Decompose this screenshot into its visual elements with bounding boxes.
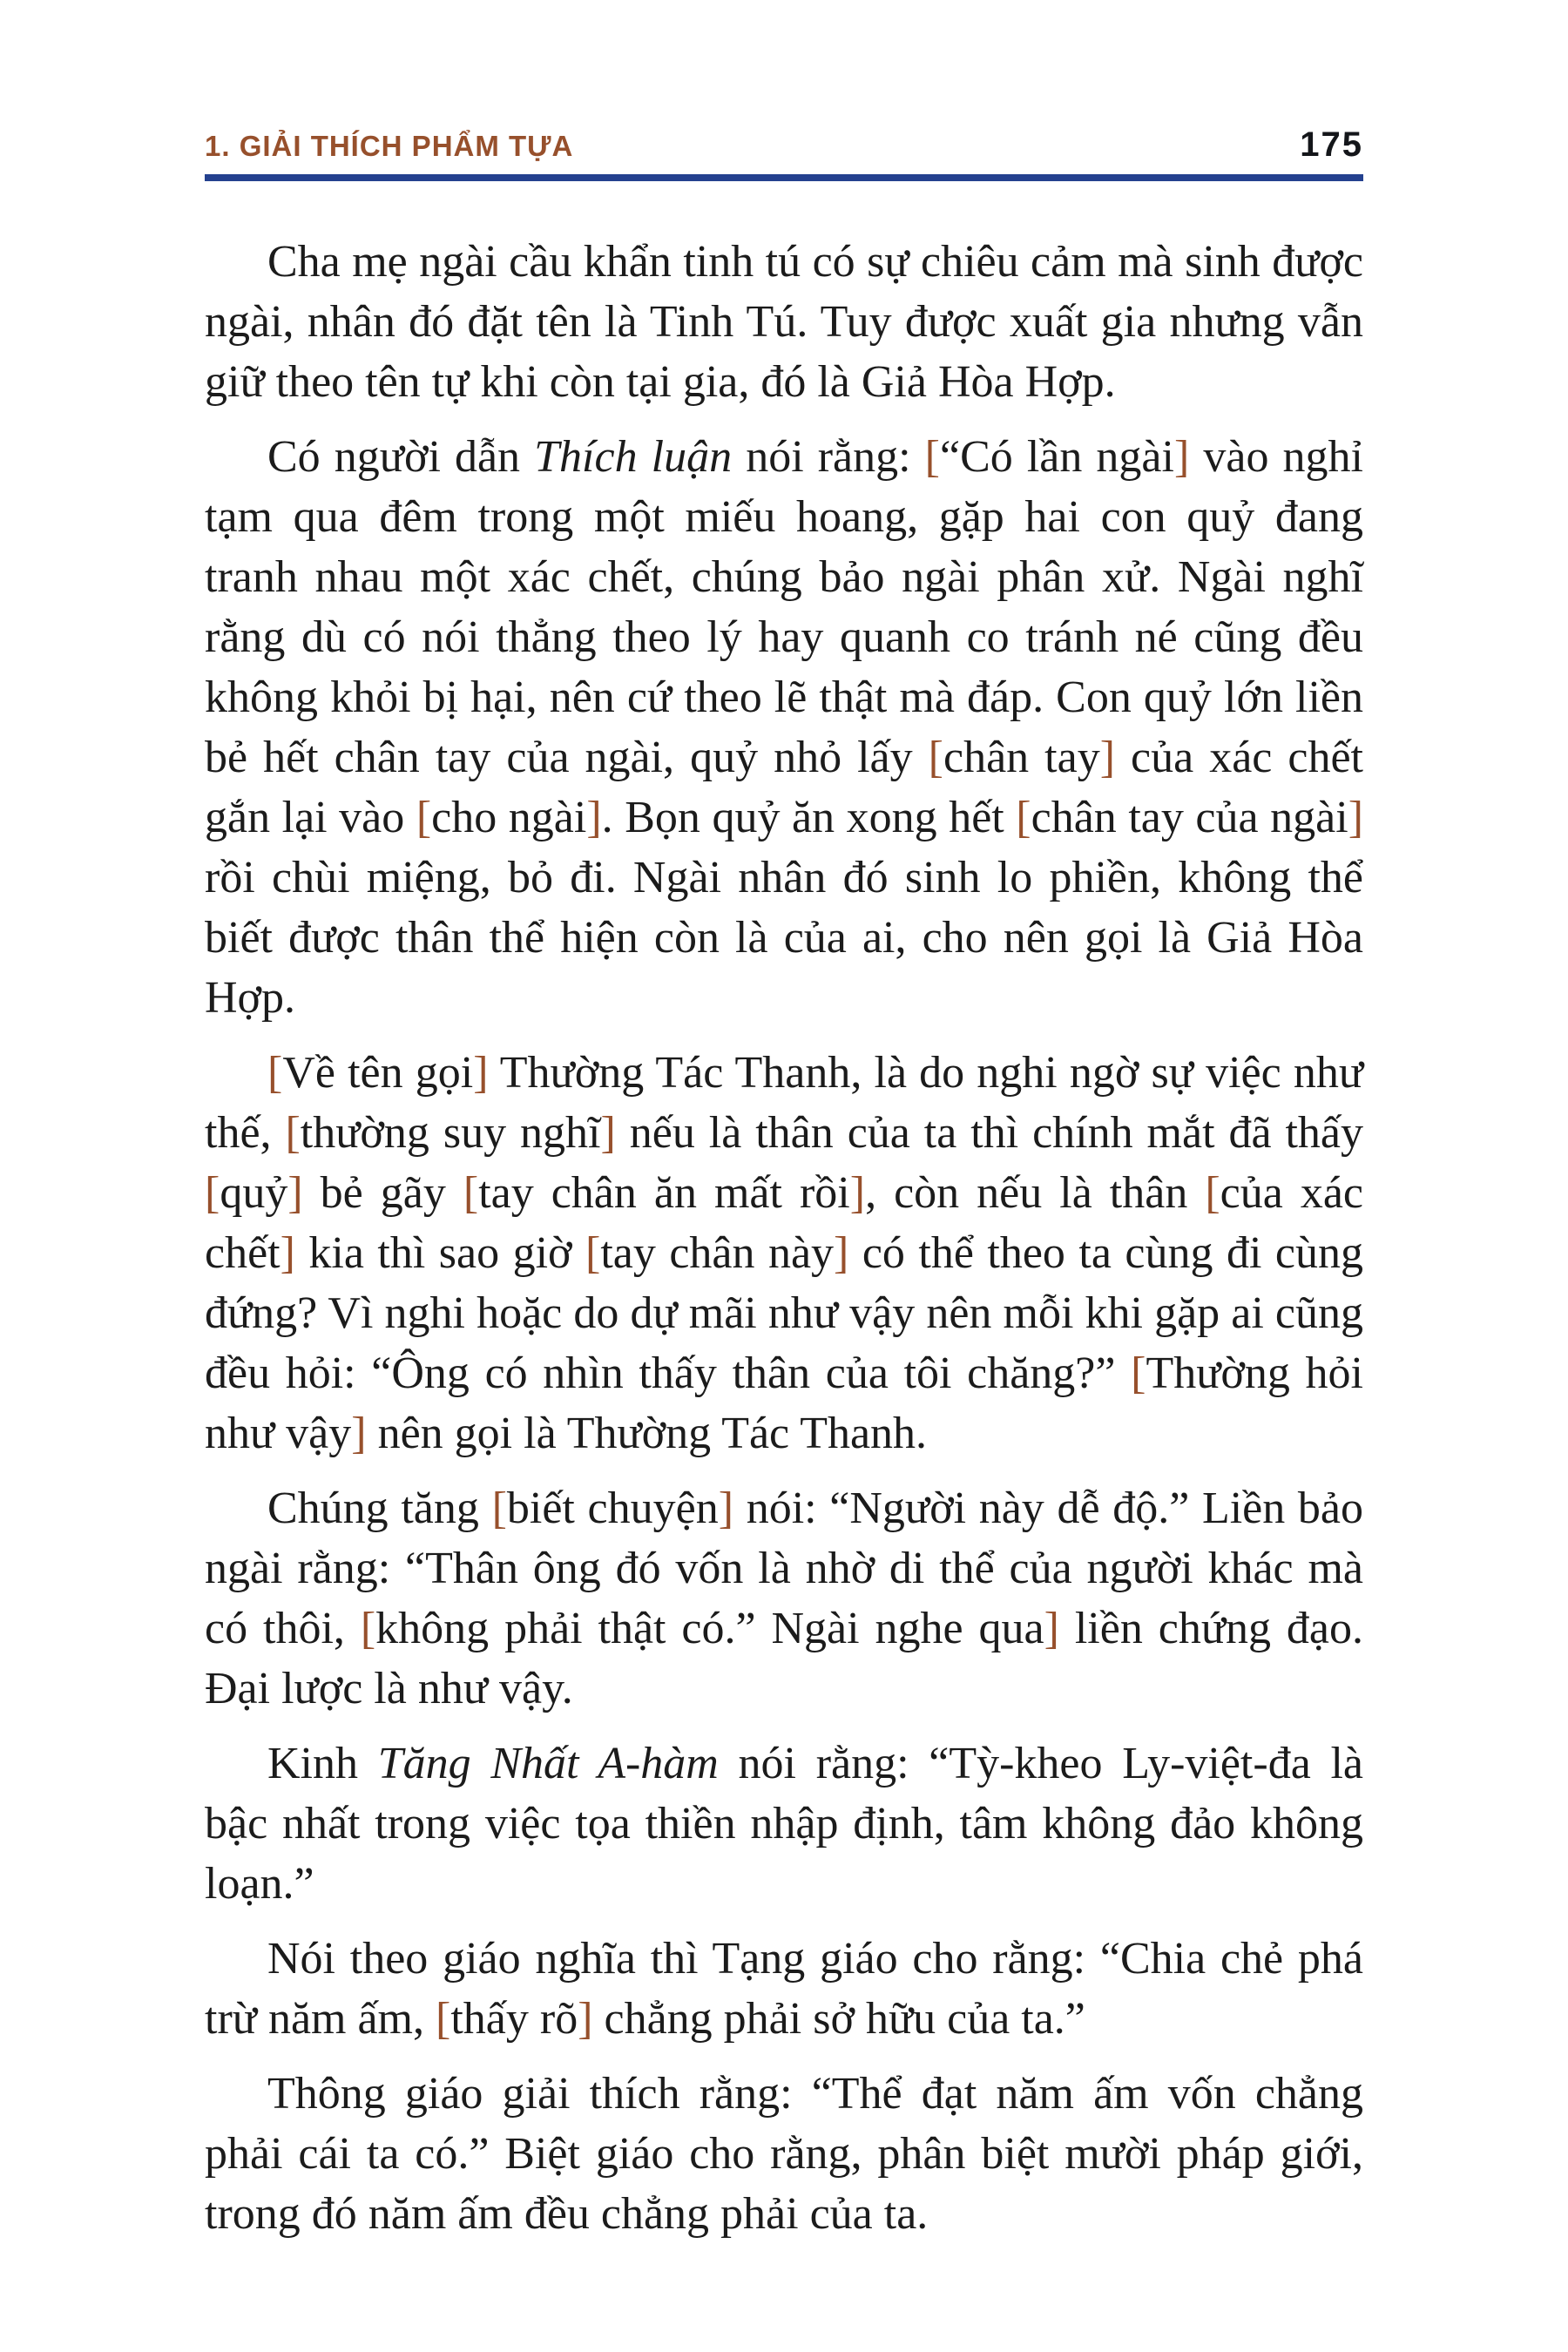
bracket-mark: [ (463, 1168, 479, 1218)
text-segment: tay chân ăn mất rồi (478, 1168, 850, 1218)
text-segment: vào nghỉ tạm qua đêm trong một miếu hoang, gặp hai con quỷ đang tranh nhau một xác chết, chúng bảo ngài phân xử. Ngài nghĩ rằng dù có nói thẳng theo lý hay quanh co tránh né cũng đều không khỏi bị hại, nên cứ theo lẽ thật mà đáp. Con quỷ lớn liền bẻ hết chân tay của ngài, quỷ nhỏ lấy (205, 432, 1363, 782)
text-segment: . Bọn quỷ ăn xong hết (601, 793, 1017, 842)
paragraph (205, 232, 1363, 412)
bracket-mark: ] (280, 1228, 295, 1278)
paragraph (205, 1043, 1363, 1463)
bracket-mark: [ (1131, 1348, 1146, 1398)
bracket-mark: [ (205, 1168, 220, 1218)
text-segment: nói rằng: (732, 432, 925, 482)
body-paragraphs (205, 232, 1363, 2244)
header-rule (205, 174, 1363, 181)
text-segment: không phải thật có.” Ngài nghe qua (375, 1604, 1044, 1653)
text-segment: biết chuyện (506, 1484, 719, 1533)
bracket-mark: ] (351, 1409, 367, 1458)
bracket-mark: ] (1348, 793, 1364, 842)
text-segment: thấy rõ (450, 1994, 578, 2044)
bracket-mark: ] (849, 1168, 866, 1218)
page-header (205, 127, 1363, 181)
bracket-mark: [ (416, 793, 432, 842)
text-segment: kia thì sao giờ (294, 1228, 585, 1278)
text-segment: quỷ (220, 1168, 288, 1218)
text-segment: của xác chết gắn lại vào (205, 733, 1363, 842)
bracket-mark: ] (600, 1108, 616, 1158)
text-segment: Cha mẹ ngài cầu khẩn tinh tú có sự chiêu cảm mà sinh được ngài, nhân đó đặt tên là Tinh Tú. Tuy được xuất gia nhưng vẫn giữ theo tên tự khi còn tại gia, đó là Giả Hòa Hợp. (205, 237, 1363, 407)
text-segment: Về tên gọi (282, 1048, 474, 1098)
text-segment: nói rằng: “Tỳ-kheo Ly-việt-đa là bậc nhất trong việc tọa thiền nhập định, tâm không đảo không loạn.” (205, 1739, 1364, 1909)
text-segment: , còn nếu là thân (865, 1168, 1206, 1218)
text-segment: có thể theo ta cùng đi cùng đứng? Vì nghi hoặc do dự mãi như vậy nên mỗi khi gặp ai cũng đều hỏi: “Ông có nhìn thấy thân của tôi chăng?” (205, 1228, 1363, 1398)
bracket-mark: ] (473, 1048, 489, 1098)
bracket-mark: ] (1099, 733, 1116, 782)
text-segment: chân tay của ngài (1031, 793, 1348, 842)
bracket-mark: ] (834, 1228, 849, 1278)
text-segment: bẻ gãy (302, 1168, 463, 1218)
paragraph (205, 2064, 1363, 2244)
bracket-mark: [ (285, 1108, 301, 1158)
text-segment: liền chứng đạo. Đại lược là như vậy. (205, 1604, 1364, 1713)
bracket-mark: [ (436, 1994, 451, 2044)
text-segment: Có người dẫn (267, 432, 535, 482)
text-segment: nên gọi là Thường Tác Thanh. (366, 1409, 928, 1458)
section-title: 1. GIẢI THÍCH PHẨM TỰA (205, 130, 574, 162)
text-segment: Chúng tăng (267, 1484, 492, 1533)
page-number: 175 (1300, 125, 1363, 164)
text-segment: Thường Tác Thanh, là do nghi ngờ sự việc như thế, (205, 1048, 1364, 1158)
text-segment: Kinh (267, 1739, 378, 1788)
bracket-mark: [ (491, 1484, 507, 1533)
bracket-mark: ] (586, 793, 602, 842)
bracket-mark: ] (287, 1168, 303, 1218)
text-segment: nói: “Người này dễ độ.” Liền bảo ngài rằng: “Thân ông đó vốn là nhờ di thể của người khác mà có thôi, (205, 1484, 1363, 1653)
paragraph (205, 1478, 1363, 1719)
text-segment: chẳng phải sở hữu của ta.” (592, 1994, 1085, 2044)
text-segment: Thông giáo giải thích rằng: “Thể đạt năm ấm vốn chẳng phải cái ta có.” Biệt giáo cho rằng, phân biệt mười pháp giới, trong đó năm ấm đều chẳng phải của ta. (205, 2069, 1363, 2239)
paragraph (205, 427, 1363, 1028)
bracket-mark: [ (1016, 793, 1031, 842)
text-segment: tay chân này (600, 1228, 835, 1278)
paragraph (205, 1734, 1363, 1914)
bracket-mark: [ (360, 1604, 376, 1653)
header-row (205, 127, 1363, 174)
bracket-mark: [ (924, 432, 940, 482)
text-segment: cho ngài (431, 793, 587, 842)
bracket-mark: ] (578, 1994, 593, 2044)
bracket-mark: [ (928, 733, 943, 782)
bracket-mark: ] (718, 1484, 734, 1533)
italic-title: Tăng Nhất A-hàm (377, 1739, 719, 1788)
text-segment: nếu là thân của ta thì chính mắt đã thấy (615, 1108, 1364, 1158)
bracket-mark: [ (267, 1048, 283, 1098)
text-segment: Thường hỏi như vậy (205, 1348, 1363, 1458)
text-segment: thường suy nghĩ (300, 1108, 601, 1158)
paragraph (205, 1929, 1363, 2049)
italic-title: Thích luận (534, 432, 733, 482)
bracket-mark: ] (1044, 1604, 1059, 1653)
bracket-mark: ] (1173, 432, 1190, 482)
text-segment: rồi chùi miệng, bỏ đi. Ngài nhân đó sinh lo phiền, không thể biết được thân thể hiện còn là của ai, cho nên gọi là Giả Hòa Hợp. (205, 853, 1363, 1023)
text-segment: chân tay (943, 733, 1100, 782)
text-segment: Nói theo giáo nghĩa thì Tạng giáo cho rằng: “Chia chẻ phá trừ năm ấm, (205, 1934, 1363, 2044)
text-segment: “Có lần ngài (939, 432, 1174, 482)
text-segment: của xác chết (205, 1168, 1363, 1278)
bracket-mark: [ (1205, 1168, 1220, 1218)
bracket-mark: [ (585, 1228, 601, 1278)
